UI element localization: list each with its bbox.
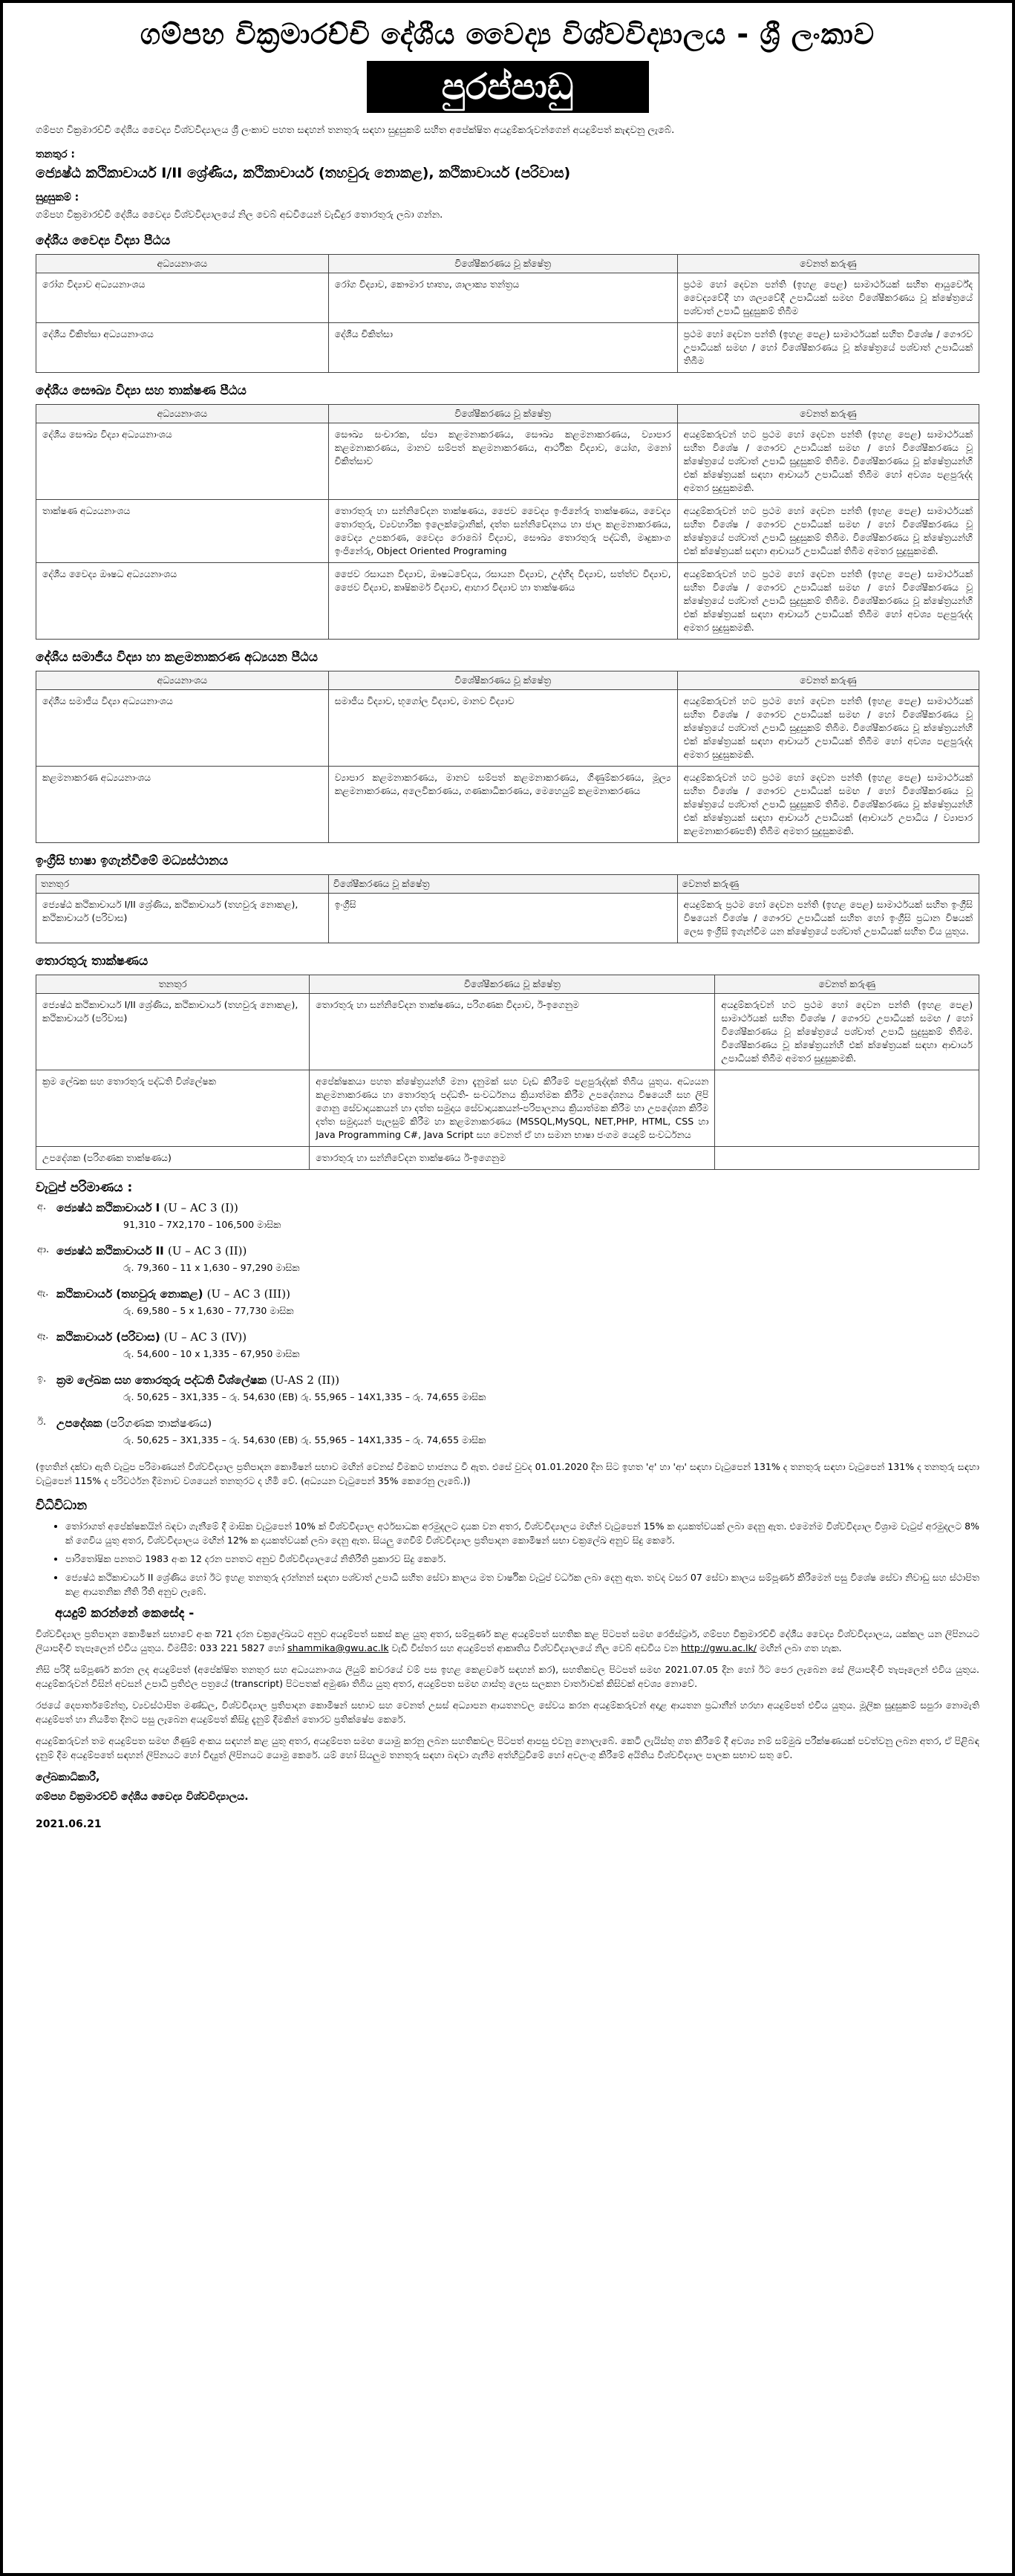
table-cell: අයදුම්කරුවන් හට ප්‍රථම හෝ දෙවන පන්ති (ඉහළ පෙළ) සාමාර්ථයක් සහිත විශේෂ / ගෞරව උපාධියක් සමඟ / හෝ විශේෂීකරණය වූ ක්ෂේත්‍රයේ පශ්චාත් උපාධි සුදුසුකම් තිබීම. විශේෂීකරණය වූ ක්ෂේත්‍රයන්හි එක් ක්ෂේත්‍රයක් සඳහා ආචාර්ය උපාධියක් තිබීම අමතර සුදුසුකමකි. [715,994,979,1070]
table-cell: සෞඛ්‍ය සංචාරක, ස්පා කළමනාකරණය, සෞඛ්‍ය කළමනාකරණය, ව්‍යාපාර කළමනාකරණය, මානව සම්පත් කළමනාකරණය, ආර්ථික විද්‍යාව, යෝග, මනෝ චිකිත්සාව [328,423,677,500]
table-row [36,500,979,563]
email-link[interactable]: shammika@gwu.ac.lk [287,1642,389,1653]
table-cell: තොරතුරු හා සන්නිවේදන තාක්ෂණය, ජෛව වෛද්‍ය ඉංජිනේරු තාක්ෂණය, වෛද්‍ය තොරතුරු, ව්‍යවහාරික ඉලෙක්ට්‍රොනික්, දත්ත සන්නිවේදනය හා ජාල කළමනාකරණය, වෛද්‍ය උපකරණ, වෛද්‍ය රොබෝ විද්‍යාව, සෞඛ්‍ය තොරතුරු පද්ධති, මෘදුකාංග ඉංජිනේරු, Object Oriented Programing [328,500,677,563]
column-header: අධ්‍යයනාංශය [36,405,329,423]
apply-paragraph [36,1627,979,1655]
table-cell: ජ්‍යෙෂ්ඨ කථිකාචාර්ය I/II ශ්‍රේණිය, කථිකාචාර්ය (තහවුරු නොකළ), කථිකාචාර්ය (පරිවාස) [36,994,310,1070]
salary-scale: 91,310 – 7X2,170 – 106,500 මාසික [123,1219,281,1230]
table-cell: දේශීය වෛද්‍ය ඖෂධ අධ්‍යයනාංශය [36,563,329,640]
salary-scale: රු. 79,360 – 11 x 1,630 – 97,290 මාසික [123,1262,300,1273]
table-row [36,1070,979,1147]
section-title: තොරතුරු තාක්ෂණය [36,954,149,969]
list-item: • තෝරාගත් අපේක්ෂකයින් බඳවා ගැනීමේ දී මාසික වැටුපෙන් 10% ක් විශ්වවිද්‍යාල අර්ථසාධක අරමුදලට දායක වන අතර, විශ්වවිද්‍යාලය මඟින් වැටුපෙන් 15% ක දායකත්වයක් ලබා දෙනු ඇත. එමෙන්ම විශ්වවිද්‍යාල විශ්‍රාම වැටුප් අරමුදලට 8% ක් ගෙවිය යුතු අතර, විශ්වවිද්‍යාලය මඟින් 12% ක දායකත්වයක් ලබා දෙනු ඇත. සියලු ගෙවීම් විශ්වවිද්‍යාල ප්‍රතිපාදන කොමිෂන් සභා චක්‍රලේඛ අනුව සිදු කෙරේ. [65,1519,979,1547]
salary-item [37,1330,979,1360]
apply-paragraph: රජයේ දෙපාර්තමේන්තු, ව්‍යවස්ථාපිත මණ්ඩල, විශ්වවිද්‍යාල ප්‍රතිපාදන කොමිෂන් සභාව සහ වෙනත් උසස් අධ්‍යාපන ආයතනවල සේවය කරන අයදුම්කරුවන් අදාළ ආයතන ප්‍රධානීන් හරහා අයදුම්පත් එවිය යුතුය. මූලික සුදුසුකම් සපුරා නොමැති අයදුම්පත් හා නියමිත දිනට පසු ලැබෙන අයදුම්පත් කිසිදු දැනුම් දීමකින් තොරව ප්‍රතික්ෂේප කෙරේ. [36,1700,979,1725]
table-row [36,894,979,943]
table-cell: ඉංග්‍රීසි [328,894,677,943]
table-row [36,423,979,500]
table-cell: අයදුම්කරුවන් හට ප්‍රථම හෝ දෙවන පන්ති (ඉහළ පෙළ) සාමාර්ථයක් සහිත විශේෂ / ගෞරව උපාධියක් සමඟ / හෝ විශේෂීකරණය වූ ක්ෂේත්‍රයේ පශ්චාත් උපාධි සුදුසුකම් තිබීම. විශේෂීකරණය වූ ක්ෂේත්‍රයන්හි එක් ක්ෂේත්‍රයක් සඳහා ආචාර්ය උපාධියක් තිබීම හෝ අවශ්‍ය පළපුරුද්ද අමතර සුදුසුකමකි. [677,690,979,767]
section-table [36,671,979,843]
column-header: විශේෂීකරණය වූ ක්ෂේත්‍ර [328,875,677,894]
table-cell: කළමනාකරණ අධ්‍යයනාංශය [36,767,329,843]
table-cell [715,1070,979,1147]
section-table [36,254,979,373]
salary-item [37,1373,979,1403]
salary-mark: ඉ. [37,1373,47,1385]
apply-text: වැඩි විස්තර සහ අයදුම්පත් ආකෘතිය විශ්වවිද්‍යාලයේ නිල වෙබ් අඩවිය වන [391,1642,679,1653]
qualifications-text: ගම්පහ වික්‍රමාරච්චි දේශීය වෛද්‍ය විශ්වවිද්‍යාලයේ නිල වෙබ් අඩවියෙන් වැඩිදුර තොරතුරු ලබා ගන්න. [36,209,443,221]
table-cell: අපේක්ෂකයා පහත ක්ෂේත්‍රයන්හි මනා දැනුමක් සහ වැඩ කිරීමේ පළපුරුද්දක් තිබිය යුතුය. අධ්‍යයන කළමනාකරණය හා තොරතුරු පද්ධති- සංවර්ධනය ක්‍රියාත්මක කිරීම උපදේශනය විෂයෙහි සහ ලිපි ගොනු සේවාදායකයන් හා දත්ත සමුදාය සේවාදායකයන්-පරිපාලනය ක්‍රියාත්මක කිරීම හා උපදේශන කිරීම දත්ත සමුදායන් පැලසුම් කිරීම හා කළමනාකරණය (MSSQL,MySQL, NET,PHP, HTML, CSS හා Java Programming C#, Java Script සහ වෙනත් ඒ හා සමාන භාෂා ජංගම යෙදුම් සංවර්ධනය [310,1070,715,1147]
salary-scale: රු. 50,625 – 3X1,335 – රු. 54,630 (EB) රු. 55,965 – 14X1,335 – රු. 74,655 මාසික [123,1391,486,1402]
table-cell: ප්‍රථම හෝ දෙවන පන්ති (ඉහළ පෙළ) සාමාර්ථයක් සහිත ආයුර්වේද වෛද්‍යවේදී හා ශල්‍යවේදී උපාධියක් සමඟ විශේෂීකරණය වූ ක්ෂේත්‍රයේ පශ්චාත් උපාධි සුදුසුකම් තිබීම [677,273,979,323]
table-cell: දේශීය චිකිත්සා [328,323,677,373]
table-cell: උපදේශක (පරිගණක තාක්ෂණය) [36,1147,310,1170]
vacancies-banner: පුරප්පාඩු [367,61,649,113]
salary-code: (U – AC 3 (II)) [168,1244,247,1258]
column-header: විශේෂීකරණය වූ ක්ෂේත්‍ර [328,405,677,423]
table-cell: ප්‍රථම හෝ දෙවන පන්ති (ඉහළ පෙළ) සාමාර්ථයක් සහිත විශේෂ / ගෞරව උපාධියක් සමඟ / හෝ විශේෂීකරණය වූ ක්ෂේත්‍රයේ පශ්චාත් උපාධියක් තිබීම [677,323,979,373]
column-header: විශේෂීකරණය වූ ක්ෂේත්‍ර [310,975,715,994]
conditions-title: විධිවිධාන [36,1498,88,1513]
salary-post: ජ්‍යෙෂ්ඨ කථිකාචාර්ය I [56,1201,160,1214]
section-table [36,975,979,1170]
intro-text: ගම්පහ වික්‍රමාරච්චි දේශීය වෛද්‍ය විශ්වවිද්‍යාලය ශ්‍රී ලංකාව පහත සඳහන් තනතුරු සඳහා සුදුසුකම් සහිත අපේක්ෂිත අයදුම්කරුවන්ගෙන් අයදුම්පත් කැඳවනු ලැබේ. [36,125,675,136]
apply-section [36,1606,979,1762]
salary-code: (U – AC 3 (III)) [206,1287,290,1301]
column-header: වෙනත් කරුණු [677,671,979,690]
list-item: • ජ්‍යෙෂ්ඨ කථිකාචාර්ය II ශ්‍රේණිය හෝ ඊට ඉහළ තනතුරු දරන්නන් සඳහා පශ්චාත් උපාධි සහිත සේවා කාලය මත වාර්ෂික වැටුප් වර්ධක ලබා දෙනු ඇත. තවද වසර 07 සේවා කාලය සම්පූර්ණ කිරීමෙන් පසු විශේෂ සේවා නිවාඩු සහ ස්ථාපිත කළ ආයතනික නීති රීති අනුව ලැබේ. [65,1570,979,1598]
post-label: තනතුර : [36,149,76,160]
signature-title: ලේඛකාධිකාරී, [36,1772,100,1783]
table-cell: දේශීය චිකිත්සා අධ්‍යයනාංශය [36,323,329,373]
conditions-list [65,1519,979,1598]
section-title: දේශීය සෞඛ්‍ය විද්‍යා සහ තාක්ෂණ පීඨය [36,383,247,398]
section-title: ඉංග්‍රීසි භාෂා ඉගැන්වීමේ මධ්‍යස්ථානය [36,853,229,868]
salary-mark: අ. [37,1201,47,1212]
table-cell: තාක්ෂණ අධ්‍යයනාංශය [36,500,329,563]
table-row [36,994,979,1070]
apply-text: මඟින් ලබා ගත හැක. [759,1642,842,1653]
table-cell: තොරතුරු හා සන්නිවේදන තාක්ෂණය, පරිගණක විද්‍යාව, ඊ-ඉගෙනුම [310,994,715,1070]
salary-mark: ආ. [37,1244,50,1255]
column-header: තනතුර [36,975,310,994]
apply-paragraph: නිසි පරිදි සම්පූර්ණ කරන ලද අයදුම්පත් (අපේක්ෂිත තනතුර සහ අධ්‍යයනාංශය ලියුම් කවරයේ වම් පස ඉහළ කෙළවරේ සඳහන් කර), සහතිකවල පිටපත් සමඟ 2021.07.05 දින හෝ ඊට පෙර ලැබෙන සේ ලියාපදිංචි තැපෑලෙන් එවිය යුතුය. අයදුම්කරුවන් විසින් අවසන් උපාධි ප්‍රතිඵල පත්‍රයේ (transcript) පිටපතක් අමුණා තිබිය යුතු අතර, අයදුම්පත සමඟ ගාස්තු ලෙස සලකන වාර්තාවක් කිසිවක් අවශ්‍ය නොවේ. [36,1664,979,1689]
section-title: දේශීය සමාජීය විද්‍යා හා කළමනාකරණ අධ්‍යයන පීඨය [36,650,318,665]
table-cell: තොරතුරු හා සන්නිවේදන තාක්ෂණය ඊ-ඉගෙනුම [310,1147,715,1170]
salary-post: ජ්‍යෙෂ්ඨ කථිකාචාර්ය II [56,1244,164,1258]
qualifications-label: සුදුසුකම් : [36,192,79,204]
salary-item [37,1244,979,1274]
apply-paragraph: අයදුම්කරුවන් තම අයදුම්පත සමඟ ගිණුම් අංකය සඳහන් කළ යුතු අතර, අයදුම්පත සමඟ යොමු කරනු ලබන සහතිකවල පිටපත් ආපසු එවනු නොලැබේ. කෙටි ලැයිස්තු ගත කිරීමේ දී අවශ්‍ය නම් සම්මුඛ පරීක්ෂණයක් පවත්වනු ලබන අතර, ඒ පිළිබඳ දැනුම් දීම අයදුම්පතේ සඳහන් ලිපිනයට හෝ විද්‍යුත් ලිපිනයට යොමු කෙරේ. යම් හෝ සියලුම තනතුරු සඳහා බඳවා ගැනීම අත්හිටුවීමේ හෝ අවලංගු කිරීමේ අයිතිය විශ්වවිද්‍යාල පාලක සභාව සතු වේ. [36,1735,979,1760]
post-heading: ජ්‍යෙෂ්ඨ කථිකාචාර්ය I/II ශ්‍රේණිය, කථිකාචාර්ය (තහවුරු නොකළ), කථිකාචාර්ය (පරිවාස) [36,165,571,181]
section-table [36,874,979,943]
salary-item [37,1417,979,1446]
salary-item [37,1287,979,1317]
table-cell: ව්‍යාපාර කළමනාකරණය, මානව සම්පත් කළමනාකරණය, ගිණුම්කරණය, මූල්‍ය කළමනාකරණය, අලෙවිකරණය, ගණකාධිකරණය, මෙහෙයුම් කළමනාකරණය [328,767,677,843]
salary-post: කථිකාචාර්ය (පරිවාස) [56,1330,160,1344]
table-row [36,563,979,640]
salary-note: (ඉහතින් දක්වා ඇති වැටුප පරිමාණයන් විශ්වවිද්‍යාල ප්‍රතිපාදන කොමිෂන් සභාව මඟින් වෙනස් වීමකට භාජනය වී ඇත. එසේ වුවද 01.01.2020 දින සිට ඉහත 'අ' හා 'ආ' සඳහා වැටුපෙන් 131% ද තනතුරු සඳහා වැටුපෙන් 131% ද තනතුරු සඳහා වැටුපෙන් 115% ද පරිවර්ථන දීමනාව වශයෙන් තනතුරට ද හිමි වේ. (අධ්‍යයන වැටුපෙන් 35% කෙරෙනු ලැබේ.)) [36,1461,979,1486]
column-header: වෙනත් කරුණු [677,255,979,273]
table-cell: අයදුම්කරුවන් හට ප්‍රථම හෝ දෙවන පන්ති (ඉහළ පෙළ) සාමාර්ථයක් සහිත විශේෂ / ගෞරව උපාධියක් සමඟ / හෝ විශේෂීකරණය වූ ක්ෂේත්‍රයේ පශ්චාත් උපාධි සුදුසුකම් තිබීම. විශේෂීකරණය වූ ක්ෂේත්‍රයන්හි එක් ක්ෂේත්‍රයක් සඳහා ආචාර්ය උපාධියක් තිබීම අමතර සුදුසුකමකි. [677,500,979,563]
salary-post: කථිකාචාර්ය (තහවුරු නොකළ) [56,1287,203,1301]
apply-text: විශ්වවිද්‍යාල ප්‍රතිපාදන කොමිෂන් සභාවේ අංක 721 දරන චක්‍රලේඛයට අනුව අයදුම්පත් සකස් කළ යුතු අතර, සම්පූර්ණ කළ අයදුම්පත් සහතික කළ පිටපත් සමඟ රෙජිස්ට්‍රාර්, ගම්පහ වික්‍රමාරච්චි දේශීය වෛද්‍ය විශ්වවිද්‍යාලය, යක්කල යන ලිපිනයට ලියාපදිංචි තැපෑලෙන් එවිය යුතුය. විමසීම්: 033 221 5827 හෝ [36,1628,979,1653]
signature-institution: ගම්පහ වික්‍රමාරච්චි දේශීය වෛද්‍ය විශ්වවිද්‍යාලය. [36,1791,249,1803]
list-item: • පාරිතෝෂික පනතට 1983 අංක 12 දරන පනතට අනුව විශ්වවිද්‍යාලයේ නිතිරීති ප්‍රකාරව සිදු කෙරේ. [65,1552,979,1566]
table-cell: අයදුම්කරුවන් හට ප්‍රථම හෝ දෙවන පන්ති (ඉහළ පෙළ) සාමාර්ථයක් සහිත විශේෂ / ගෞරව උපාධියක් සමඟ / හෝ විශේෂීකරණය වූ ක්ෂේත්‍රයේ පශ්චාත් උපාධි සුදුසුකම් තිබීම. විශේෂීකරණය වූ ක්ෂේත්‍රයන්හි එක් ක්ෂේත්‍රයක් සඳහා ආචාර්ය උපාධියක් (ආචාර්ය උපාධිය / ව්‍යාපාර කළමනාකරණපති) තිබීම අමතර සුදුසුකමකි. [677,767,979,843]
salary-code: (U – AC 3 (IV)) [163,1330,247,1344]
table-cell: ජ්‍යෙෂ්ඨ කථිකාචාර්ය I/II ශ්‍රේණිය, කථිකාචාර්ය (තහවුරු නොකළ), කථිකාචාර්ය (පරිවාස) [36,894,329,943]
salary-scale: රු. 69,580 – 5 x 1,630 – 77,730 මාසික [123,1305,294,1316]
salary-scale: රු. 54,600 – 10 x 1,335 – 67,950 මාසික [123,1348,300,1359]
salary-code: (U – AC 3 (I)) [163,1201,238,1214]
column-header: තනතුර [36,875,329,894]
table-cell: ක්‍රම ලේඛක සහ තොරතුරු පද්ධති විශ්ලේෂක [36,1070,310,1147]
table-row [36,1147,979,1170]
apply-title: අයදුම් කරන්නේ කෙසේද - [55,1606,195,1621]
table-cell: රෝග විද්‍යාව අධ්‍යයනාංශය [36,273,329,323]
column-header: වෙනත් කරුණු [715,975,979,994]
salary-mark: ඇ. [37,1287,49,1298]
column-header: අධ්‍යයනාංශය [36,255,329,273]
table-row [36,767,979,843]
table-row [36,690,979,767]
column-header: අධ්‍යයනාංශය [36,671,329,690]
salary-mark: ඊ. [37,1417,47,1428]
salary-code: (පරිගණක තාක්ෂණය) [105,1417,212,1430]
salary-list [37,1201,979,1446]
salary-mark: ඈ. [37,1330,49,1341]
salary-title: වැටුප් පරිමාණය : [36,1180,133,1195]
column-header: විශේෂීකරණය වූ ක්ෂේත්‍ර [328,671,677,690]
website-link[interactable]: http://gwu.ac.lk/ [681,1642,757,1653]
table-row [36,323,979,373]
salary-post: ක්‍රම ලේඛක සහ තොරතුරු පද්ධති විශ්ලේෂක [56,1373,267,1387]
table-cell: දේශීය සමාජීය විද්‍යා අධ්‍යයනාංශය [36,690,329,767]
table-cell: සමාජීය විද්‍යාව, භූගෝල විද්‍යාව, මානව විද්‍යාව [328,690,677,767]
salary-item [37,1201,979,1231]
salary-post: උපදේශක [56,1417,102,1430]
table-cell [715,1147,979,1170]
column-header: වෙනත් කරුණු [677,875,979,894]
table-row [36,273,979,323]
column-header: වෙනත් කරුණු [677,405,979,423]
table-cell: අයදුම්කරුවන් හට ප්‍රථම හෝ දෙවන පන්ති (ඉහළ පෙළ) සාමාර්ථයක් සහිත විශේෂ / ගෞරව උපාධියක් සමඟ / හෝ විශේෂීකරණය වූ ක්ෂේත්‍රයේ පශ්චාත් උපාධි සුදුසුකම් තිබීම. විශේෂීකරණය වූ ක්ෂේත්‍රයන්හි එක් ක්ෂේත්‍රයක් සඳහා ආචාර්ය උපාධියක් තිබීම හෝ අවශ්‍ය පළපුරුද්ද අමතර සුදුසුකමකි. [677,563,979,640]
university-name: ගම්පහ වික්‍රමාරච්චි දේශීය වෛද්‍ය විශ්වවිද්‍යාලය - ශ්‍රී ලංකාව [140,18,875,51]
section-title: දේශීය වෛද්‍ය විද්‍යා පීඨය [36,233,171,248]
table-cell: ජෛව රසායන විද්‍යාව, ඖෂධවේදය, රසායන විද්‍යාව, උද්භිද විද්‍යාව, සත්ත්ව විද්‍යාව, ජෛව විද්‍යාව, කෘෂිකර්ම විද්‍යාව, ආහාර විද්‍යාව හා තාක්ෂණය [328,563,677,640]
table-cell: අයදුම්කරු ප්‍රථම හෝ දෙවන පන්ති (ඉහළ පෙළ) සාමාර්ථයක් සහිත ඉංග්‍රීසි විෂයෙන් විශේෂ / ගෞරව උපාධියක් සහිත හෝ ඉංග්‍රීසි ප්‍රධාන විෂයක් ලෙස ඉංග්‍රීසි ඉගැන්වීම යන ක්ෂේත්‍රයේ පශ්චාත් උපාධියක් සහිත විය යුතුය. [677,894,979,943]
table-cell: අයදුම්කරුවන් හට ප්‍රථම හෝ දෙවන පන්ති (ඉහළ පෙළ) සාමාර්ථයක් සහිත විශේෂ / ගෞරව උපාධියක් සමඟ / හෝ විශේෂීකරණය වූ ක්ෂේත්‍රයේ පශ්චාත් උපාධි සුදුසුකම් තිබීම. විශේෂීකරණය වූ ක්ෂේත්‍රයන්හි එක් ක්ෂේත්‍රයක් සඳහා ආචාර්ය උපාධියක් තිබීම හෝ අවශ්‍ය පළපුරුද්ද අමතර සුදුසුකමකි. [677,423,979,500]
table-cell: දේශීය සෞඛ්‍ය විද්‍යා අධ්‍යයනාංශය [36,423,329,500]
section-table [36,404,979,640]
salary-scale: රු. 50,625 – 3X1,335 – රු. 54,630 (EB) රු. 55,965 – 14X1,335 – රු. 74,655 මාසික [123,1434,486,1445]
salary-code: (U-AS 2 (II)) [270,1373,340,1387]
publication-date: 2021.06.21 [36,1818,102,1830]
column-header: විශේෂීකරණය වූ ක්ෂේත්‍ර [328,255,677,273]
table-cell: රෝග විද්‍යාව, කෞමාර භෘත්‍ය, ශාලාක්‍ය තන්ත්‍රය [328,273,677,323]
